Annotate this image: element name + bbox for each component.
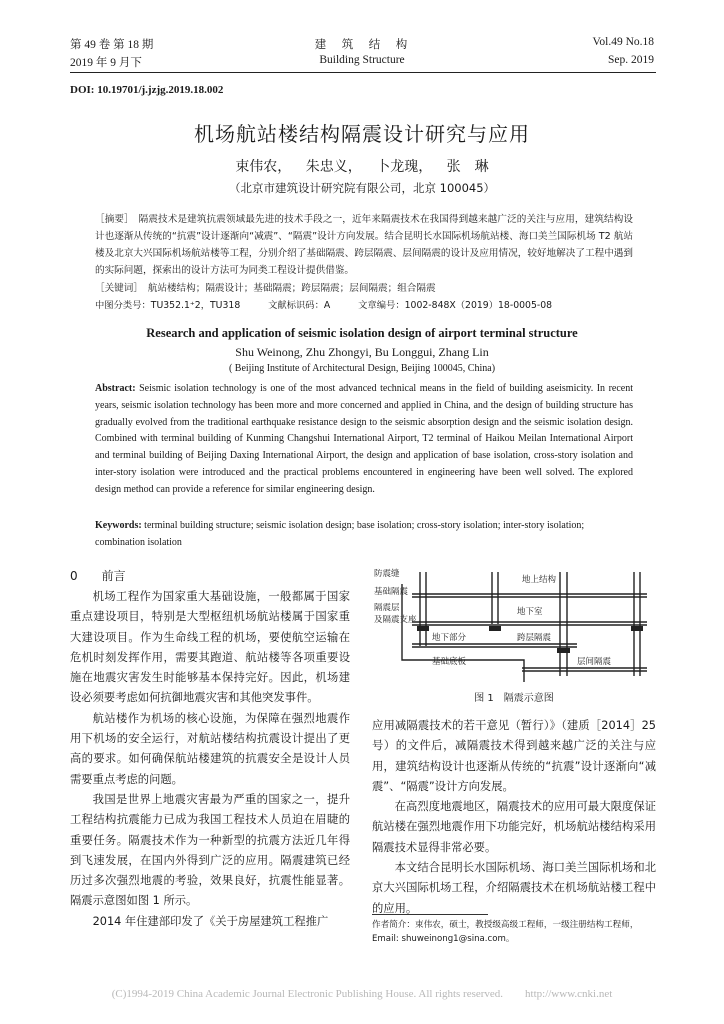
paragraph: 我国是世界上地震灾害最为严重的国家之一，提升工程结构抗震能力已成为我国工程技术人员迫在眉睫的重要任务。隔震技术作为一种新型的抗震方法近几年得到飞速发展，在国内外得到广泛的应用。隔震建筑已经历过多次强烈地震的考验，效果良好，抗震性能显著。隔震示意图如图 1 所示。 bbox=[70, 792, 350, 908]
english-affiliation: ( Beijing Institute of Architectural Design, Beijing 100045, China) bbox=[228, 363, 496, 374]
doi: DOI: 10.19701/j.jzjg.2019.18.002 bbox=[70, 84, 224, 96]
label-foundation: 基础隔震 bbox=[374, 587, 409, 597]
paragraph: 在高烈度地震地区，隔震技术的应用可最大限度保证航站楼在强烈地震作用下功能完好，机场航站楼结构采用隔震技术显得非常必要。 bbox=[372, 800, 656, 854]
right-column bbox=[372, 716, 656, 919]
left-column bbox=[70, 587, 350, 932]
paragraph: 本文结合昆明长水国际机场、海口美兰国际机场和北京大兴国际机场工程，介绍隔震技术在机场航站楼工程中的应用。 bbox=[372, 861, 656, 915]
abstract-cn: ［摘要］ 隔震技术是建筑抗震领域最先进的技术手段之一，近年来隔震技术在我国得到越来越广泛的关注与应用，建筑结构设计也逐渐从传统的“抗震”设计逐渐向“减震”、“隔震”设计方向发展。结合昆明长水国际机场航站楼、海口美兰国际机场 T2 航站楼及北京大兴国际机场航站楼等工程，分别介绍了基础隔震、跨层隔震、层间隔震的设计及应用情况，较好地解决了工程中遇到的实际问题，探索出的设计方法可为同类工程设计提供借鉴。 bbox=[95, 214, 633, 276]
label-bottom-plate: 基础底板 bbox=[432, 657, 467, 667]
header-rule bbox=[70, 72, 656, 73]
abstract-text: Seismic isolation technology is one of the most advanced technical means in the field of building aseismicity. In recent years, seismic isolation technology has been more and more concerned and applied in China, and the design of building structure has gradually evolved from the traditional earthquake resistance design to the seismic absorption design and the seismic isolation design. Combined with terminal building of Kunming Changshui International Airport, T2 terminal of Haikou Meilan International Airport and terminal building of Beijing Daxing International Airport, the design and application of base isolation, cross-story isolation and inter-story isolation were introduced and the practical problems encountered in engineering have been well solved. The explored design method can provide a reference for similar engineering design. bbox=[95, 383, 633, 495]
author-note: 作者简介：束伟农，硕士，教授级高级工程师，一级注册结构工程师，Email: shuweinong1@sina.com。 bbox=[372, 920, 639, 944]
paper-title: 机场航站楼结构隔震设计研究与应用 bbox=[194, 122, 530, 146]
label-basement: 地下部分 bbox=[432, 633, 467, 643]
footnote-rule bbox=[372, 914, 488, 915]
english-authors: Shu Weinong, Zhu Zhongyi, Bu Longgui, Zhang Lin bbox=[235, 345, 489, 359]
abstract-label: Abstract: bbox=[95, 383, 136, 394]
paragraph: 应用减隔震技术的若干意见（暂行）》（建质［2014］25 号）的文件后，减隔震技术得到越来越广泛的关注与应用，建筑结构设计也逐渐从传统的“抗震”设计逐渐向“减震”、“隔震”设计方向发展。 bbox=[372, 719, 656, 793]
label-ground: 地下室 bbox=[517, 607, 543, 617]
classification: 中图分类号：TU352.1⁺2，TU318 文献标识码：A 文章编号：1002-848X（2019）18-0005-08 bbox=[95, 300, 553, 311]
isolation-diagram bbox=[372, 564, 656, 684]
journal-volume: 第 49 卷 第 18 期 bbox=[70, 39, 154, 51]
paragraph: 航站楼作为机场的核心设施，为保障在强烈地震作用下机场的安全运行，对航站楼结构抗震设计提出了更高的要求。如何确保航站楼建筑的抗震安全是设计人员需要重点考虑的问题。 bbox=[70, 711, 350, 786]
label-interlayer: 层间隔震 bbox=[577, 657, 612, 667]
label-moat: 防震缝 bbox=[374, 569, 400, 579]
label-cross-story: 跨层隔震 bbox=[517, 633, 552, 643]
keywords-cn: ［关键词］ 航站楼结构；隔震设计；基础隔震；跨层隔震；层间隔震；组合隔震 bbox=[95, 283, 436, 294]
journal-name-en: Building Structure bbox=[319, 54, 405, 66]
section-0-heading: 0 前言 bbox=[70, 569, 126, 583]
authors: 束伟农， 朱忠义， 卜龙瑰， 张 琳 bbox=[235, 159, 489, 175]
journal-vol-en: Vol.49 No.18 bbox=[592, 36, 654, 48]
figure-caption: 图 1 隔震示意图 bbox=[474, 693, 554, 704]
english-title: Research and application of seismic isolation design of airport terminal structure bbox=[146, 326, 578, 340]
journal-date-cn: 2019 年 9 月下 bbox=[70, 57, 142, 69]
paragraph: 机场工程作为国家重大基础设施，一般都属于国家重点建设项目，特别是大型枢纽机场航站楼属于国家重大建设项目。作为生命线工程的机场，要使航空运输在危机时刻发挥作用，需要其跑道、航站楼等各项重要设施在地震灾害发生时能够基本保持完好。因此，机场建设必须要考虑如何抗御地震灾害和其他突发事件。 bbox=[70, 590, 350, 705]
copyright-footer: (C)1994-2019 China Academic Journal Electronic Publishing House. All rights reserved. http://www.cnki.net bbox=[111, 988, 613, 1000]
keywords-text: terminal building structure; seismic isolation design; base isolation; cross-story isolation; inter-story isolation; combination isolation bbox=[95, 520, 585, 548]
journal-date-en: Sep. 2019 bbox=[608, 54, 654, 66]
english-keywords bbox=[95, 518, 633, 552]
affiliation: （北京市建筑设计研究院有限公司，北京 100045） bbox=[228, 181, 496, 195]
paragraph: 2014 年住建部印发了《关于房屋建筑工程推广 bbox=[92, 914, 329, 928]
english-abstract bbox=[95, 381, 633, 499]
journal-name-cn: 建 筑 结 构 bbox=[314, 39, 410, 51]
label-bearing: 及隔震支座 bbox=[374, 615, 417, 625]
label-upper: 地上结构 bbox=[522, 575, 557, 585]
keywords-label: Keywords: bbox=[95, 520, 142, 531]
label-layer: 隔震层 bbox=[374, 603, 400, 613]
